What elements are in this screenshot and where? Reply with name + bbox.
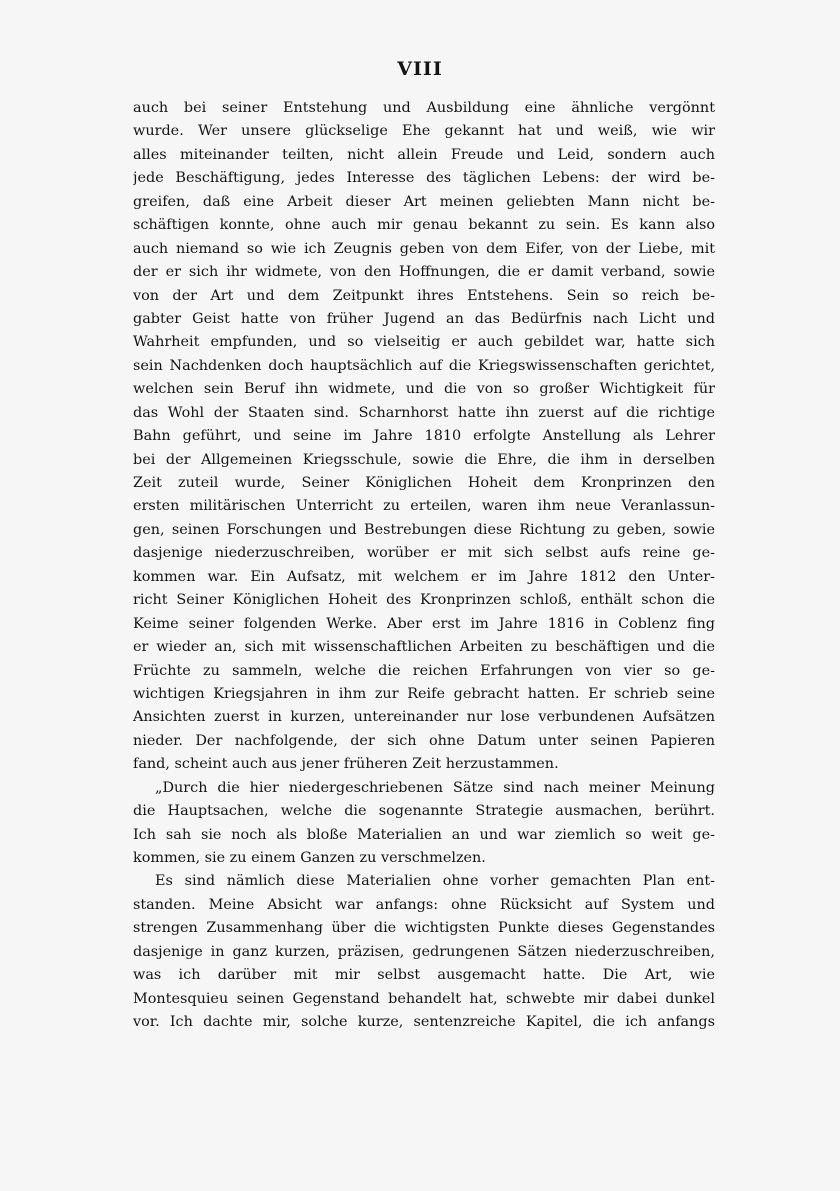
- text-line: vor. Ich dachte mir, solche kurze, sentenzreiche Kapitel, die ich anfangs: [133, 1014, 715, 1031]
- text-line: Bahn geführt, und seine im Jahre 1810 erfolgte Anstellung als Lehrer: [133, 428, 715, 445]
- text-line: alles miteinander teilten, nicht allein Freude und Leid, sondern auch: [133, 146, 715, 163]
- text-line: ersten militärischen Unterricht zu erteilen, waren ihm neue Veranlassun-: [133, 498, 715, 515]
- text-line: Wahrheit empfunden, und so vielseitig er auch gebildet war, hatte sich: [133, 334, 715, 351]
- text-line: gen, seinen Forschungen und Bestrebungen diese Richtung zu geben, sowie: [133, 521, 715, 538]
- text-line: kommen, sie zu einem Ganzen zu verschmelzen.: [133, 850, 486, 866]
- text-line: greifen, daß eine Arbeit dieser Art meinen geliebten Mann nicht be-: [133, 193, 715, 210]
- text-line: er wieder an, sich mit wissenschaftlichen Arbeiten zu beschäftigen und die: [133, 639, 715, 656]
- text-line: die Hauptsachen, welche die sogenannte Strategie ausmachen, berührt.: [133, 803, 715, 820]
- text-line: das Wohl der Staaten sind. Scharnhorst hatte ihn zuerst auf die richtige: [133, 404, 715, 421]
- text-line: dasjenige in ganz kurzen, präzisen, gedrungenen Sätzen niederzuschreiben,: [133, 943, 715, 960]
- text-line: „Durch die hier niedergeschriebenen Sätze sind nach meiner Meinung: [155, 779, 715, 796]
- text-line: kommen war. Ein Aufsatz, mit welchem er im Jahre 1812 den Unter-: [133, 568, 715, 585]
- text-line: was ich darüber mit mir selbst ausgemacht hatte. Die Art, wie: [133, 967, 715, 984]
- text-line: sein Nachdenken doch hauptsächlich auf die Kriegswissenschaften gerichtet,: [133, 357, 715, 374]
- text-line: fand, scheint auch aus jener früheren Zeit herzustammen.: [133, 756, 559, 773]
- text-line: richt Seiner Königlichen Hoheit des Kronprinzen schloß, enthält schon die: [133, 592, 715, 609]
- text-line: schäftigen konnte, ohne auch mir genau bekannt zu sein. Es kann also: [133, 217, 715, 234]
- text-line: auch bei seiner Entstehung und Ausbildung eine ähnliche vergönnt: [133, 100, 715, 116]
- text-line: Es sind nämlich diese Materialien ohne vorher gemachten Plan ent-: [155, 873, 715, 890]
- text-line: wurde. Wer unsere glückselige Ehe gekannt hat und weiß, wie wir: [133, 123, 715, 140]
- paragraph: [133, 870, 715, 1034]
- paragraph: [133, 97, 715, 777]
- text-line: jede Beschäftigung, jedes Interesse des täglichen Lebens: der wird be-: [133, 170, 715, 187]
- body-text: [133, 97, 715, 1035]
- text-line: auch niemand so wie ich Zeugnis geben von dem Eifer, von der Liebe, mit: [133, 240, 715, 257]
- text-line: bei der Allgemeinen Kriegsschule, sowie die Ehre, die ihm in derselben: [133, 451, 715, 468]
- text-line: Früchte zu sammeln, welche die reichen Erfahrungen von vier so ge-: [133, 662, 715, 679]
- text-line: von der Art und dem Zeitpunkt ihres Entstehens. Sein so reich be-: [133, 287, 715, 304]
- text-line: Montesquieu seinen Gegenstand behandelt hat, schwebte mir dabei dunkel: [133, 990, 715, 1007]
- text-line: dasjenige niederzuschreiben, worüber er mit sich selbst aufs reine ge-: [133, 545, 715, 562]
- text-line: wichtigen Kriegsjahren in ihm zur Reife gebracht hatten. Er schrieb seine: [133, 685, 715, 702]
- text-line: strengen Zusammenhang über die wichtigsten Punkte dieses Gegenstandes: [133, 920, 715, 937]
- text-line: Ansichten zuerst in kurzen, untereinander nur lose verbundenen Aufsätzen: [133, 709, 715, 726]
- text-line: der er sich ihr widmete, von den Hoffnungen, die er damit verband, sowie: [133, 264, 715, 281]
- text-line: welchen sein Beruf ihn widmete, und die von so großer Wichtigkeit für: [133, 381, 715, 398]
- paragraph: [133, 777, 715, 871]
- text-line: gabter Geist hatte von früher Jugend an das Bedürfnis nach Licht und: [133, 310, 715, 327]
- text-line: standen. Meine Absicht war anfangs: ohne Rücksicht auf System und: [133, 896, 715, 913]
- page-number: VIII: [397, 58, 443, 80]
- text-line: Ich sah sie noch als bloße Materialien an und war ziemlich so weit ge-: [133, 826, 715, 843]
- text-line: Zeit zuteil wurde, Seiner Königlichen Hoheit dem Kronprinzen den: [133, 475, 715, 491]
- text-line: Keime seiner folgenden Werke. Aber erst im Jahre 1816 in Coblenz fing: [133, 615, 715, 632]
- text-line: nieder. Der nachfolgende, der sich ohne Datum unter seinen Papieren: [133, 732, 715, 749]
